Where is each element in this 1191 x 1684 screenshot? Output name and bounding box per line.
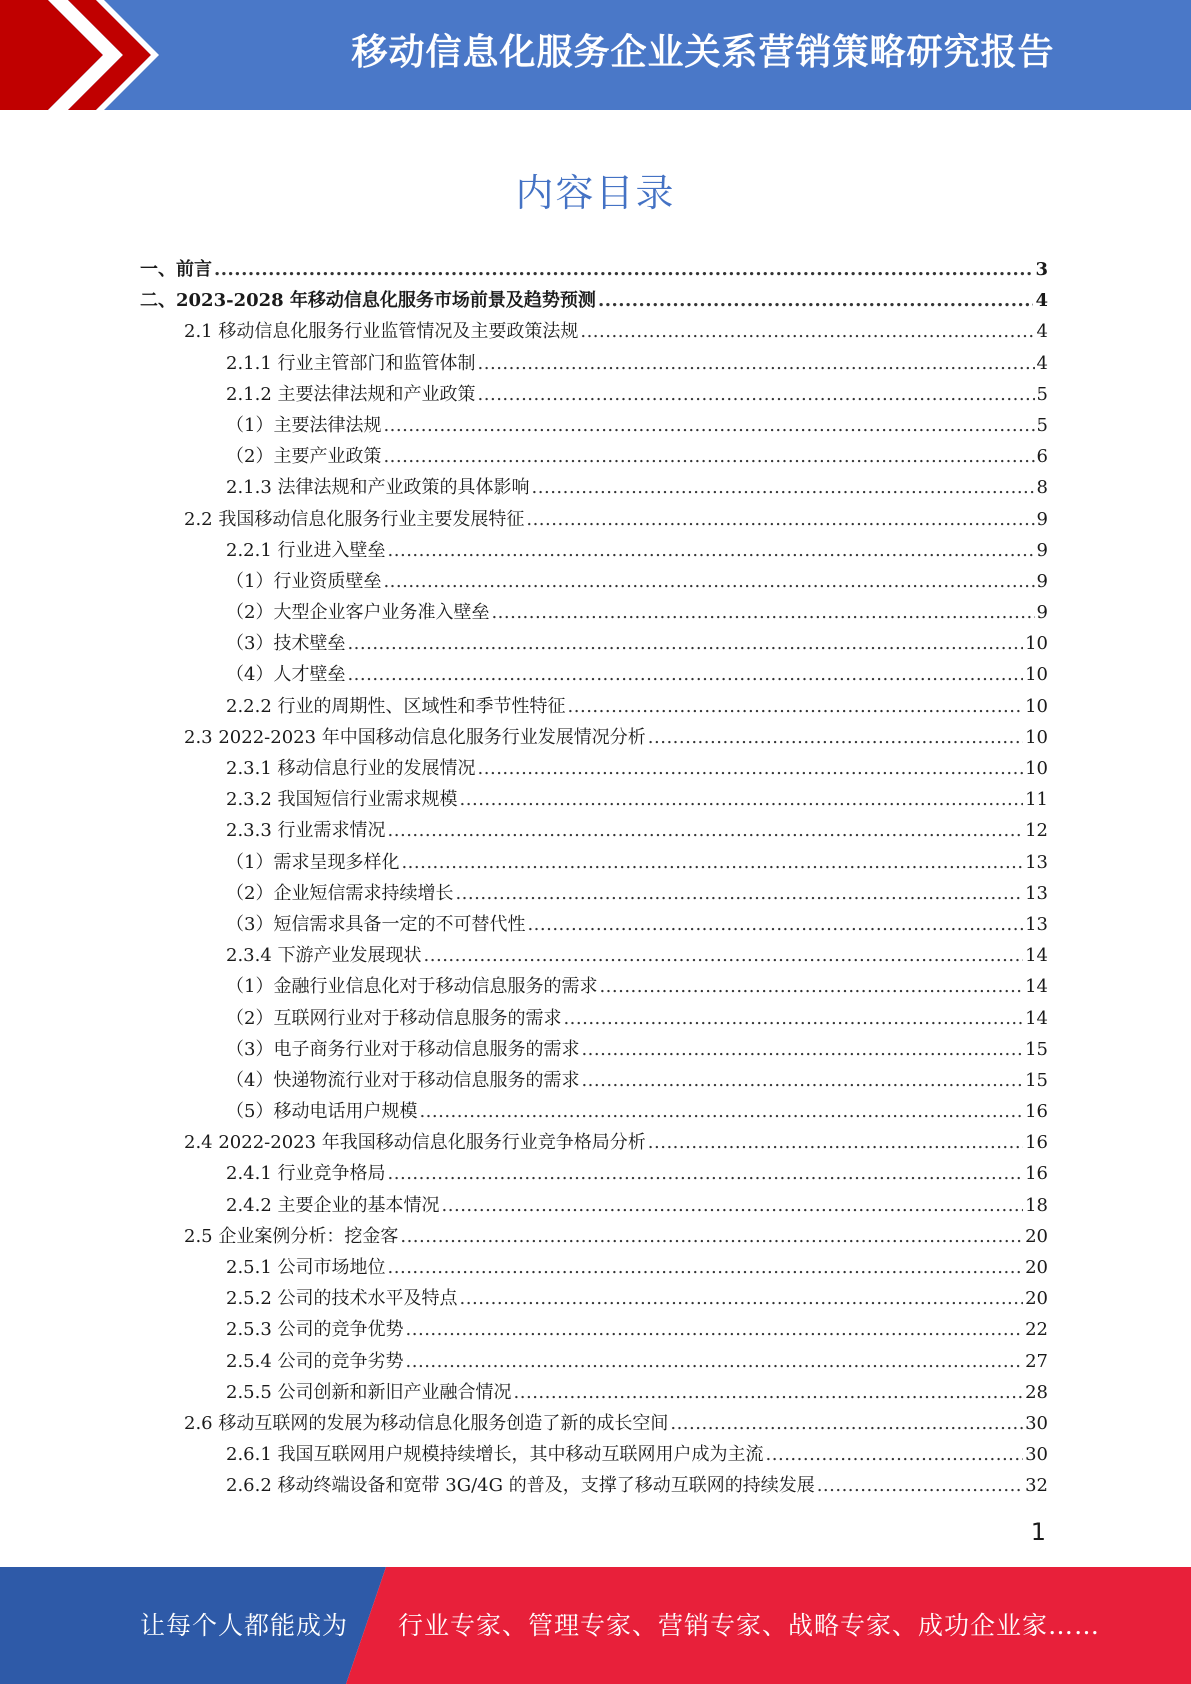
toc-entry-page: 3 (1035, 259, 1048, 280)
toc-leader-dots (383, 410, 1034, 441)
toc-entry-page: 14 (1025, 945, 1048, 967)
toc-entry-label: 二、2023-2028 年移动信息化服务市场前景及趋势预测 (140, 290, 596, 312)
toc-entry-label: 2.3.1 移动信息行业的发展情况 (226, 758, 476, 779)
toc-entry-page: 4 (1035, 290, 1048, 312)
toc-entry-page: 10 (1025, 664, 1048, 686)
toc-leader-dots (214, 254, 1033, 285)
toc-entry-label: 2.5.3 公司的竞争优势 (226, 1319, 404, 1341)
toc-entry-page: 13 (1025, 851, 1048, 873)
toc-entry-page: 32 (1025, 1475, 1048, 1497)
toc-entry-page: 9 (1036, 602, 1048, 624)
toc-entry[interactable] (140, 971, 1048, 1002)
toc-entry-label: （4）人才壁垒 (226, 664, 346, 686)
toc-entry[interactable] (140, 1096, 1048, 1127)
toc-leader-dots (817, 1470, 1023, 1501)
toc-leader-dots (581, 1065, 1023, 1096)
toc-entry[interactable] (140, 316, 1048, 347)
toc-entry-label: 2.4 2022-2023 年我国移动信息化服务行业竞争格局分析 (184, 1132, 646, 1154)
toc-entry[interactable] (140, 504, 1048, 535)
toc-entry[interactable] (140, 410, 1048, 441)
toc-entry-label: 2.3.2 我国短信行业需求规模 (226, 789, 458, 811)
toc-entry[interactable] (140, 441, 1048, 472)
toc-leader-dots (419, 1096, 1023, 1127)
toc-entry-label: （5）移动电话用户规模 (226, 1101, 418, 1123)
toc-entry-page: 10 (1025, 633, 1048, 655)
toc-leader-dots (388, 815, 1024, 846)
toc-entry[interactable] (140, 1470, 1048, 1501)
toc-leader-dots (514, 1377, 1024, 1408)
toc-entry[interactable] (140, 753, 1048, 784)
toc-entry[interactable] (140, 1252, 1048, 1283)
toc-leader-dots (442, 1190, 1024, 1221)
toc-leader-dots (347, 659, 1023, 690)
toc-entry[interactable] (140, 878, 1048, 909)
toc-entry-page: 14 (1025, 1007, 1048, 1029)
toc-leader-dots (766, 1439, 1024, 1470)
toc-entry-label: 2.3.3 行业需求情况 (226, 820, 386, 842)
toc-leader-dots (406, 1346, 1024, 1377)
toc-entry[interactable] (140, 1439, 1048, 1470)
toc-entry-label: （2）主要产业政策 (226, 446, 382, 468)
toc-entry[interactable] (140, 691, 1048, 722)
toc-entry-page: 14 (1025, 976, 1048, 998)
toc-entry-label: （3）技术壁垒 (226, 633, 346, 655)
toc-leader-dots (532, 472, 1035, 503)
toc-entry-label: 2.3 2022-2023 年中国移动信息化服务行业发展情况分析 (184, 726, 646, 748)
toc-leader-dots (526, 504, 1034, 535)
toc-entry[interactable] (140, 909, 1048, 940)
footer-slogan-left: 让每个人都能成为 (140, 1611, 349, 1640)
toc-entry-page: 4 (1036, 352, 1048, 374)
toc-entry-page: 28 (1025, 1381, 1048, 1403)
toc-entry[interactable] (140, 940, 1048, 971)
toc-entry-label: 2.1.2 主要法律法规和产业政策 (226, 383, 476, 405)
toc-entry-page: 9 (1036, 570, 1048, 592)
toc-entry-label: 2.2.1 行业进入壁垒 (226, 539, 386, 561)
toc-entry-page: 22 (1025, 1319, 1048, 1341)
toc-entry[interactable] (140, 348, 1048, 379)
toc-entry[interactable] (140, 254, 1048, 285)
toc-leader-dots (580, 316, 1034, 347)
toc-entry-label: 2.6 移动互联网的发展为移动信息化服务创造了新的成长空间 (184, 1412, 669, 1434)
toc-entry-page: 9 (1036, 539, 1048, 561)
toc-heading: 内容目录 (515, 171, 676, 215)
toc-entry-label: 2.5.1 公司市场地位 (226, 1257, 386, 1278)
toc-leader-dots (460, 784, 1024, 815)
toc-entry-page: 27 (1025, 1350, 1048, 1372)
toc-entry[interactable] (140, 1003, 1048, 1034)
toc-entry[interactable] (140, 1127, 1048, 1158)
toc-entry[interactable] (140, 472, 1048, 503)
toc-entry-page: 13 (1025, 913, 1048, 935)
toc-entry-page: 11 (1025, 789, 1048, 811)
toc-entry-label: 2.2.2 行业的周期性、区域性和季节性特征 (226, 695, 566, 717)
toc-entry-page: 15 (1025, 1038, 1048, 1060)
toc-entry-label: 2.2 我国移动信息化服务行业主要发展特征 (184, 508, 525, 530)
toc-entry-label: 2.4.2 主要企业的基本情况 (226, 1194, 440, 1216)
toc-entry-label: 2.1.3 法律法规和产业政策的具体影响 (226, 477, 530, 499)
toc-entry[interactable] (140, 1034, 1048, 1065)
table-of-contents (140, 254, 1048, 1502)
toc-entry[interactable] (140, 1283, 1048, 1314)
toc-entry-label: （3）电子商务行业对于移动信息服务的需求 (226, 1038, 580, 1060)
toc-entry-page: 10 (1025, 758, 1048, 779)
toc-entry-page: 12 (1025, 820, 1048, 842)
toc-leader-dots (388, 1158, 1024, 1189)
footer-slogan-right: 行业专家、管理专家、营销专家、战略专家、成功企业家…… (398, 1611, 1101, 1640)
report-title: 移动信息化服务企业关系营销策略研究报告 (351, 32, 1055, 73)
toc-entry[interactable] (140, 815, 1048, 846)
toc-entry-page: 30 (1025, 1444, 1048, 1466)
toc-entry-page: 5 (1036, 414, 1048, 436)
toc-entry-label: （4）快递物流行业对于移动信息服务的需求 (226, 1069, 580, 1091)
toc-entry-label: （2）互联网行业对于移动信息服务的需求 (226, 1007, 562, 1029)
toc-leader-dots (648, 1127, 1023, 1158)
toc-entry[interactable] (140, 1377, 1048, 1408)
toc-entry[interactable] (140, 659, 1048, 690)
toc-entry[interactable] (140, 1408, 1048, 1439)
toc-leader-dots (400, 1221, 1023, 1252)
toc-entry[interactable] (140, 628, 1048, 659)
toc-entry[interactable] (140, 1346, 1048, 1377)
toc-entry-page: 6 (1036, 446, 1048, 468)
toc-leader-dots (401, 847, 1023, 878)
toc-entry-label: 一、前言 (140, 259, 212, 280)
toc-entry-label: 2.5 企业案例分析：挖金客 (184, 1225, 399, 1247)
toc-entry[interactable] (140, 566, 1048, 597)
toc-entry-label: （1）金融行业信息化对于移动信息服务的需求 (226, 976, 598, 998)
toc-entry-page: 15 (1025, 1069, 1048, 1091)
toc-entry[interactable] (140, 784, 1048, 815)
toc-entry-page: 5 (1036, 383, 1048, 405)
toc-entry-label: 2.3.4 下游产业发展现状 (226, 945, 422, 967)
toc-entry-label: 2.5.4 公司的竞争劣势 (226, 1350, 404, 1372)
toc-entry[interactable] (140, 285, 1048, 316)
toc-leader-dots (347, 628, 1023, 659)
toc-entry[interactable] (140, 722, 1048, 753)
toc-entry-page: 16 (1025, 1163, 1048, 1185)
toc-entry-label: 2.6.1 我国互联网用户规模持续增长，其中移动互联网用户成为主流 (226, 1444, 764, 1466)
toc-leader-dots (648, 722, 1023, 753)
toc-entry[interactable] (140, 1221, 1048, 1252)
toc-leader-dots (568, 691, 1024, 722)
toc-entry-label: 2.6.2 移动终端设备和宽带 3G/4G 的普及，支撑了移动互联网的持续发展 (226, 1475, 815, 1497)
toc-entry-page: 20 (1025, 1257, 1048, 1278)
toc-leader-dots (455, 878, 1023, 909)
toc-entry-label: 2.5.2 公司的技术水平及特点 (226, 1288, 458, 1310)
toc-entry-label: （1）需求呈现多样化 (226, 851, 400, 873)
toc-leader-dots (478, 379, 1035, 410)
toc-entry[interactable] (140, 1065, 1048, 1096)
toc-entry-label: （3）短信需求具备一定的不可替代性 (226, 913, 526, 935)
toc-leader-dots (478, 753, 1024, 784)
toc-entry-label: （1）行业资质壁垒 (226, 570, 382, 592)
toc-entry[interactable] (140, 535, 1048, 566)
toc-entry-label: （2）企业短信需求持续增长 (226, 882, 454, 904)
toc-entry-label: 2.5.5 公司创新和新旧产业融合情况 (226, 1381, 512, 1403)
toc-entry[interactable] (140, 379, 1048, 410)
toc-entry-page: 4 (1036, 321, 1048, 343)
toc-leader-dots (563, 1003, 1023, 1034)
toc-entry[interactable] (140, 1158, 1048, 1189)
toc-entry-page: 9 (1036, 508, 1048, 530)
toc-entry-page: 18 (1025, 1194, 1048, 1216)
page-header (0, 0, 1191, 110)
toc-leader-dots (581, 1034, 1023, 1065)
toc-leader-dots (383, 566, 1034, 597)
toc-entry-label: 2.4.1 行业竞争格局 (226, 1163, 386, 1185)
toc-entry-label: （2）大型企业客户业务准入壁垒 (226, 602, 490, 624)
toc-entry-label: 2.1.1 行业主管部门和监管体制 (226, 352, 476, 374)
toc-leader-dots (599, 971, 1023, 1002)
toc-entry[interactable] (140, 847, 1048, 878)
toc-entry-page: 16 (1025, 1132, 1048, 1154)
toc-leader-dots (406, 1314, 1024, 1345)
toc-leader-dots (491, 597, 1034, 628)
toc-entry-page: 20 (1025, 1288, 1048, 1310)
toc-leader-dots (670, 1408, 1023, 1439)
toc-entry-page: 20 (1025, 1225, 1048, 1247)
toc-leader-dots (388, 535, 1035, 566)
toc-entry-label: 2.1 移动信息化服务行业监管情况及主要政策法规 (184, 321, 579, 343)
toc-entry-label: （1）主要法律法规 (226, 414, 382, 436)
toc-entry-page: 8 (1036, 477, 1048, 499)
toc-leader-dots (527, 909, 1023, 940)
page-footer (0, 1567, 1191, 1684)
toc-entry-page: 13 (1025, 882, 1048, 904)
toc-leader-dots (383, 441, 1034, 472)
toc-leader-dots (424, 940, 1024, 971)
toc-entry[interactable] (140, 1190, 1048, 1221)
toc-entry-page: 10 (1025, 695, 1048, 717)
page-number: 1 (1030, 1518, 1046, 1546)
toc-entry-page: 30 (1025, 1412, 1048, 1434)
toc-leader-dots (478, 348, 1035, 379)
toc-leader-dots (598, 285, 1034, 316)
toc-entry[interactable] (140, 1314, 1048, 1345)
toc-entry-page: 10 (1025, 726, 1048, 748)
toc-leader-dots (388, 1252, 1024, 1283)
toc-entry[interactable] (140, 597, 1048, 628)
toc-entry-page: 16 (1025, 1101, 1048, 1123)
toc-leader-dots (460, 1283, 1024, 1314)
